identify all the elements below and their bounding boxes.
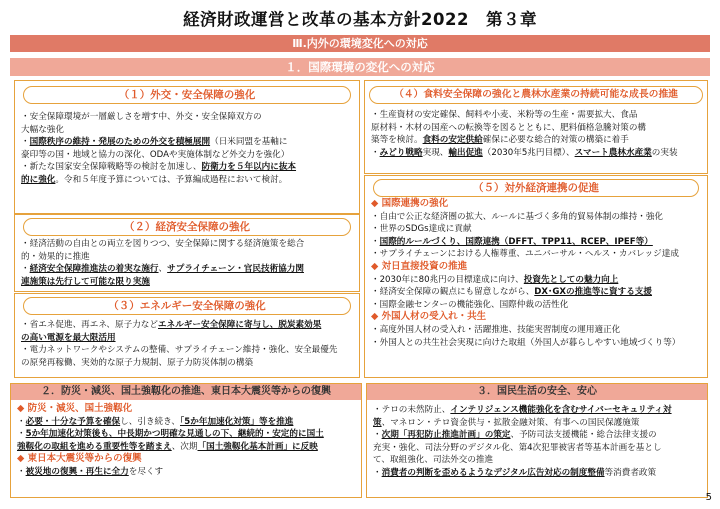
box-energy-security: [14, 293, 360, 378]
box-external-economic: [364, 175, 708, 378]
box-text: ・テロの未然防止、インテリジェンス機能強化を含むサイバーセキュリティ対 策、マネロン・テロ資金供与・拡散金融対策、有事への国民保護施策 ・次期「再犯防止推進計画」の策定、予防司法支援機能・総合法律支援の 充実・強化、司法分野のデジタル化、第4次犯罪被害者等基本計画を基とし て、取組強化、司法外交の推進 ・消費者の判断を歪めるようなデジタル広告対応の制度整備等消費者政策: [373, 405, 672, 478]
box-food-security: [364, 80, 708, 174]
box-economic-security: [14, 214, 360, 292]
box-text: ・安全保障環境が一層厳しさを増す中、外交・安全保障双方の 大幅な強化 ・国際秩序の維持・発展のための外交を積極展開（日米同盟を基軸に 豪印等の国・地域と協力の深化、ODAや実施体制など外交力を強化） ・新たな国家安全保障戦略等の検討を加速し、防衛力を５年以内に抜本 的に強化。令和５年度予算については、予算編成過程において検討。: [21, 112, 297, 185]
page-title: 経済財政運営と改革の基本方針2022 第３章: [183, 10, 537, 29]
box-header: （３）エネルギー安全保障の強化: [23, 297, 351, 315]
page-number: 5: [705, 492, 712, 503]
section-main-bar: Ⅲ.内外の環境変化への対応: [10, 35, 710, 52]
box-diplomacy-security: [14, 80, 360, 214]
box-text: ◆ 国際連携の強化 ・自由で公正な経済圏の拡大、ルールに基づく多角的貿易体制の維持・強化 ・世界のSDGs達成に貢献 ・国際的ルールづくり、国際連携（DFFT、TPP11、RCEP、IPEF等） ・サプライチェーンにおける人権尊重、ユニバーサル・ヘルス・カバレッジ達成 ◆ 対日直接投資の推進 ・2030年に80兆円の目標達成に向け、投資先としての魅力向上 ・経済安全保障の観点にも留意しながら、DX･GXの推進等に資する支援 ・国際金融センターの機能強化、国際仲裁の活性化 ◆ 外国人材の受入れ・共生 ・高度外国人材の受入れ・活躍推進、技能実習制度の運用適正化 ・外国人との共生社会実現に向けた取組（外国人が暮らしやすい地域づくり等）: [371, 198, 681, 348]
box-public-safety: [366, 383, 708, 498]
box-header: （２）経済安全保障の強化: [23, 218, 351, 236]
box-text: ◆ 防災・減災、国土強靱化 ・必要・十分な予算を確保し、引き続き、「5か年加速化対策」等を推進 ・5か年加速化対策後も、中長期かつ明確な見通しの下、継続的・安定的に国土 強靱化の取組を進める重要性等を踏まえ、次期「国土強靱化基本計画」に反映 ◆ 東日本大震災等からの復興 ・被災地の復興・再生に全力を尽くす: [17, 403, 324, 477]
section-sub-bar: １．国際環境の変化への対応: [10, 58, 710, 76]
box-header: ２．防災・減災、国土強靱化の推進、東日本大震災等からの復興: [11, 384, 361, 400]
box-disaster-resilience: [10, 383, 362, 498]
box-text: ・省エネ促進、再エネ、原子力などエネルギー安全保障に寄与し、脱炭素効果 の高い電源を最大限活用 ・電力ネットワークやシステムの整備、サプライチェーン維持・強化、安全最優先 の原発再稼働、実効的な原子力規制、原子力防災体制の構築: [21, 320, 338, 368]
box-text: ・生産資材の安定確保、飼料や小麦、米粉等の生産・需要拡大、食品 原材料・木材の国産への転換等を図るとともに、肥料価格急騰対策の構 築等を検討。食料の安定供給確保に必要な総合的対策の構築に着手 ・みどり戦略実現、輸出促進（2030年5兆円目標）、スマート農林水産業の実装: [371, 110, 678, 158]
box-header: （１）外交・安全保障の強化: [23, 86, 351, 104]
box-header: （４）食料安全保障の強化と農林水産業の持続可能な成長の推進: [369, 86, 703, 104]
box-text: ・経済活動の自由との両立を図りつつ、安全保障に関する経済施策を総合 的・効果的に推進 ・経済安全保障推進法の着実な施行、サプライチェーン・官民技術協力関 連施策は先行して可能な限り実施: [21, 239, 305, 287]
box-header: ３．国民生活の安全、安心: [367, 384, 707, 400]
box-header: （５）対外経済連携の促進: [373, 179, 699, 197]
